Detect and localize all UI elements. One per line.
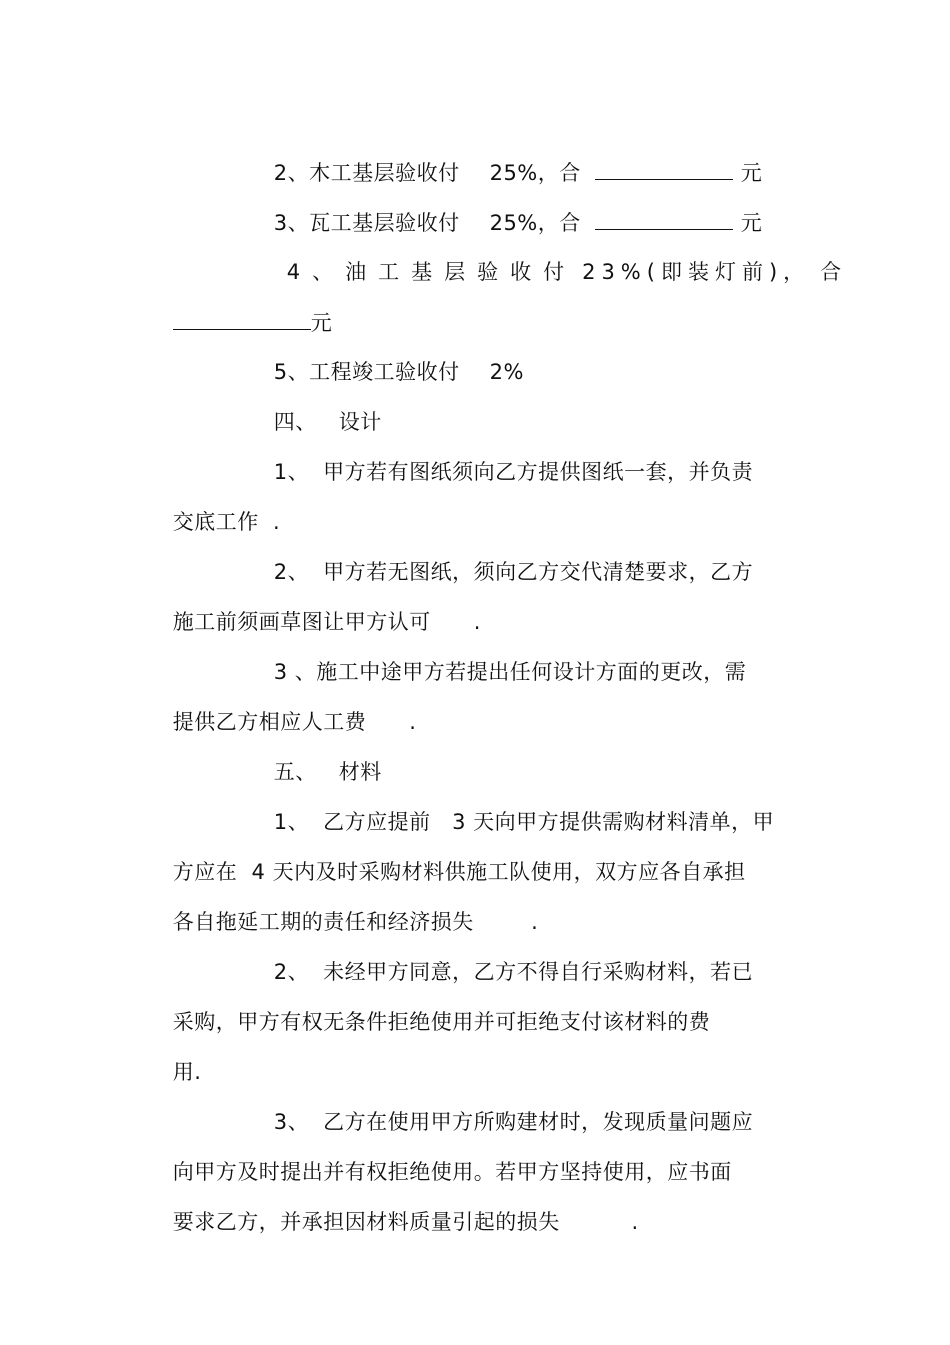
item-number: 3、 bbox=[273, 1110, 310, 1134]
item-text: 向甲方及时提出并有权拒绝使用。若甲方坚持使用，应书面 bbox=[172, 1160, 732, 1184]
section-title: 设计 bbox=[338, 410, 382, 434]
item-text: 3 、施工中途甲方若提出任何设计方面的更改，需 bbox=[273, 660, 747, 684]
section-title: 材料 bbox=[338, 760, 382, 784]
item-text: 施工前须画草图让甲方认可 . bbox=[172, 610, 481, 634]
item-number: 1、 bbox=[273, 460, 310, 484]
item-text: 方应在 4 天内及时采购材料供施工队使用，双方应各自承担 bbox=[172, 860, 746, 884]
item-text: 提供乙方相应人工费 . bbox=[172, 710, 417, 734]
payment-percent: 2% bbox=[489, 360, 524, 384]
item-text: 甲方若无图纸，须向乙方交代清楚要求，乙方 bbox=[323, 560, 754, 584]
item-text: 未经甲方同意，乙方不得自行采购材料，若已 bbox=[323, 960, 754, 984]
payment-label: 4、油工基层验收付 bbox=[286, 260, 577, 284]
payment-line-painting bbox=[258, 227, 842, 317]
item-text: 乙方在使用甲方所购建材时，发现质量问题应 bbox=[323, 1110, 754, 1134]
payment-percent: 25%，合 bbox=[489, 211, 581, 235]
payment-label: 2、木工基层验收付 bbox=[273, 161, 460, 185]
item-text: 乙方应提前 3 天向甲方提供需购材料清单，甲 bbox=[323, 810, 775, 834]
item-text: 各自拖延工期的责任和经济损失 . bbox=[172, 910, 539, 934]
item-text: 用. bbox=[172, 1060, 202, 1084]
currency-unit: 元 bbox=[740, 161, 763, 185]
item-text: 采购，甲方有权无条件拒绝使用并可拒绝支付该材料的费 bbox=[172, 1010, 711, 1034]
materials-item-2-cont2 bbox=[144, 1027, 201, 1117]
payment-label: 3、瓦工基层验收付 bbox=[273, 211, 460, 235]
item-number: 1、 bbox=[273, 810, 310, 834]
item-number: 2、 bbox=[273, 560, 310, 584]
payment-label: 5、工程竣工验收付 bbox=[273, 360, 460, 384]
item-number: 2、 bbox=[273, 960, 310, 984]
payment-percent: 23%(即装灯前)， bbox=[582, 260, 811, 284]
payment-he: 合 bbox=[820, 260, 842, 284]
item-text: 甲方若有图纸须向乙方提供图纸一套，并负责 bbox=[323, 460, 754, 484]
item-text: 交底工作 . bbox=[172, 510, 281, 534]
section-number: 四、 bbox=[273, 410, 317, 434]
materials-item-2-cont bbox=[144, 977, 710, 1067]
design-item-1 bbox=[245, 427, 753, 517]
currency-unit: 元 bbox=[740, 211, 763, 235]
currency-unit: 元 bbox=[310, 311, 333, 335]
item-text: 要求乙方，并承担因材料质量引起的损失 . bbox=[172, 1210, 639, 1234]
section-number: 五、 bbox=[273, 760, 317, 784]
materials-item-3-cont2 bbox=[144, 1177, 639, 1267]
payment-percent: 25%，合 bbox=[489, 161, 581, 185]
